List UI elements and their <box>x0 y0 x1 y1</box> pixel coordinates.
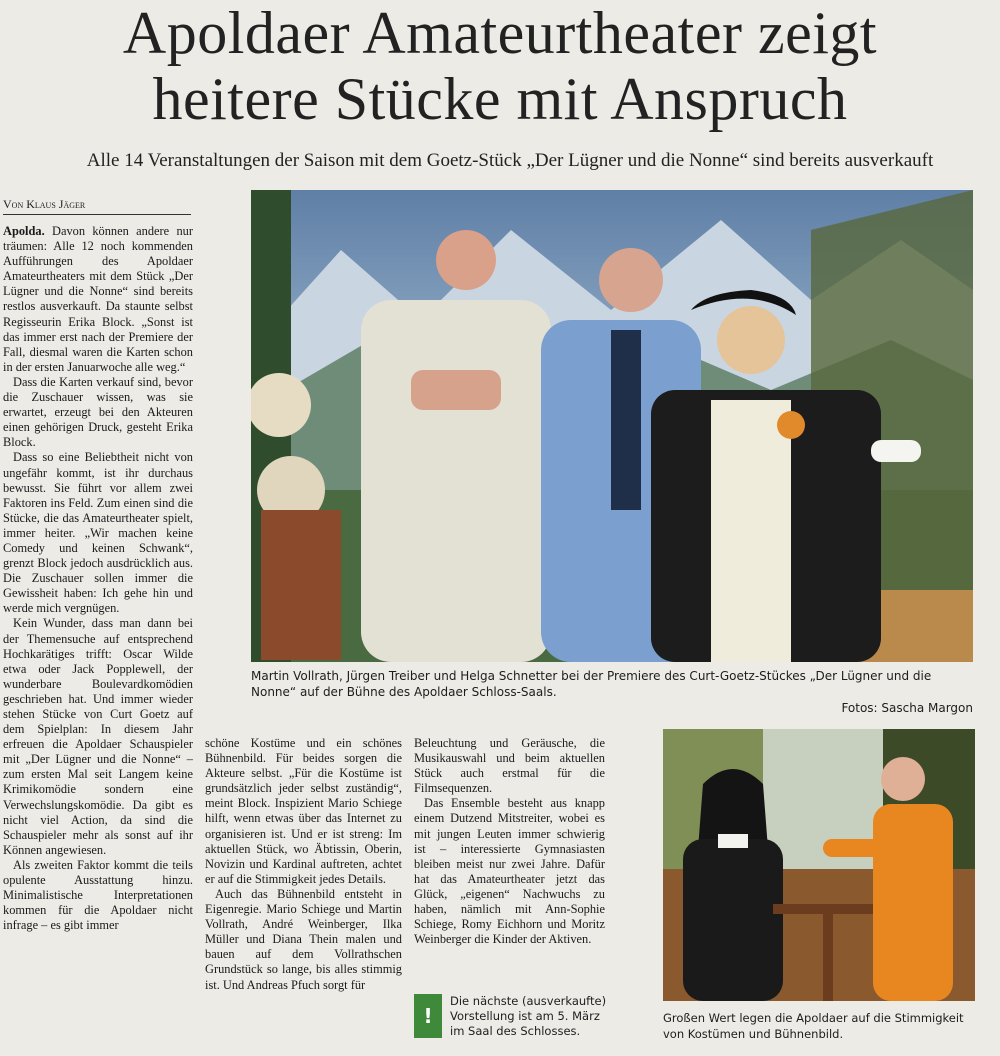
headline-line-2: heitere Stücke mit Anspruch <box>152 66 848 132</box>
byline: Von Klaus Jäger <box>3 197 191 215</box>
paragraph: Auch das Bühnenbild entsteht in Eigenregie. Mario Schiege und Martin Vollrath, André Weinberger, Ilka Müller und Diana Thein malen und bauen auf dem Vollrathschen Grundstück so lange, bis alles stimmig ist. Und Andreas Pfuch sorgt für <box>205 886 402 992</box>
main-photo-caption <box>251 668 973 716</box>
headline-line-1: Apoldaer Amateurtheater zeigt <box>122 0 878 66</box>
paragraph: Das Ensemble besteht aus knapp einem Dutzend Mitstreiter, wobei es mit jungen Leuten immer schwierig ist – interessierte Gymnasiasten bleiben meist nur zwei Jahre. Dafür hat das Amateurtheater jetzt das Glück, „eigenen“ Nachwuchs zu haben, nämlich mit Ann-Sophie Schiege, Romy Eichhorn und Moritz Weinberger die Kinder der Aktiven. <box>414 796 605 947</box>
paragraph: Beleuchtung und Geräusche, die Musikauswahl und beim aktuellen Stück auch erstmal für die Filmsequenzen. <box>414 736 605 796</box>
caption-text: Martin Vollrath, Jürgen Treiber und Helga Schnetter bei der Premiere des Curt-Goetz-Stückes „Der Lügner und die Nonne“ auf der Bühne des Apoldaer Schloss-Saals. <box>251 669 932 699</box>
article-column-1 <box>3 224 193 1054</box>
secondary-stage-photo <box>663 729 975 1001</box>
info-text: Die nächste (ausverkaufte) Vorstellung ist am 5. März im Saal des Schlosses. <box>450 994 607 1038</box>
photo-credit: Fotos: Sascha Margon <box>841 701 973 715</box>
paragraph: Kein Wunder, dass man dann bei der Themensuche auf entsprechend Hochkarätiges trifft: Oscar Wilde etwa oder Jack Popplewell, der wunderbare Boulevardkomödien geschrieben hat. Und immer wieder stehen Stücke von Curt Goetz auf dem Spielplan: In diesem Jahr erfreuen die Apoldaer Schauspieler mit „Der Lügner und die Nonne“ – zum ersten Mal seit Langem keine Krimikomödie sondern eine Verwechslungskomödie. Da gibt es nicht viel Action, da sind die Schauspieler mehr als sonst auf ihr Können angewiesen. <box>3 616 193 857</box>
subheadline: Alle 14 Veranstaltungen der Saison mit dem Goetz-Stück „Der Lügner und die Nonne“ sind bereits ausverkauft <box>86 150 934 171</box>
paragraph <box>3 224 193 375</box>
article-column-2 <box>205 736 402 1054</box>
paragraph: schöne Kostüme und ein schönes Bühnenbild. Für beides sorgen die Akteure selbst. „Für die Kostüme ist grundsätzlich jeder selbst zuständig“, meint Block. Inspizient Mario Schiege hilft, wenn etwas über das Internet zu organisieren ist. Und er ist streng: Im aktuellen Stück, wo Äbtissin, Oberin, Novizin und Kardinal auftreten, achtet er auf die Stimmigkeit jedes Details. <box>205 736 402 886</box>
exclamation-icon: ! <box>414 994 442 1038</box>
dateline: Apolda. <box>3 224 45 238</box>
info-box <box>414 994 614 1044</box>
paragraph: Dass so eine Beliebtheit nicht von ungefähr kommt, ist ihr durchaus bewusst. Sie führt vor allem zwei Faktoren ins Feld. Zum einen sind die Stücke, die das Amateurtheater spielt, immer heiter. „Wir machen keine Comedy und keinen Schwank“, grenzt Block jedoch ausdrücklich aus. Die Zuschauer sollen immer die Gewissheit haben: Ich gehe hin und werde mich vergnügen. <box>3 450 193 616</box>
paragraph: Als zweiten Faktor kommt die teils opulente Ausstattung hinzu. Minimalistische Interpretationen kommen für die Apoldaer nicht infrage – es gibt immer <box>3 857 193 933</box>
paragraph-text: Davon können andere nur träumen: Alle 12 noch kommenden Aufführungen des Apoldaer Amateurtheaters mit dem Stück „Der Lügner und die Nonne“ sind bereits restlos ausverkauft. Da staunte selbst Regisseurin Erika Block. „Sonst ist das immer erst nach der Premiere der Fall, diesmal waren die Karten schon in der ersten Januarwoche alle weg.“ <box>3 224 193 374</box>
main-stage-photo <box>251 190 973 662</box>
secondary-photo-caption: Großen Wert legen die Apoldaer auf die Stimmigkeit von Kostümen und Bühnenbild. <box>663 1011 964 1041</box>
paragraph: Dass die Karten verkauf sind, bevor die Zuschauer wissen, was sie erwartet, erzeugt bei den Akteuren einen gehörigen Druck, gesteht Erika Block. <box>3 374 193 450</box>
headline <box>20 0 980 132</box>
